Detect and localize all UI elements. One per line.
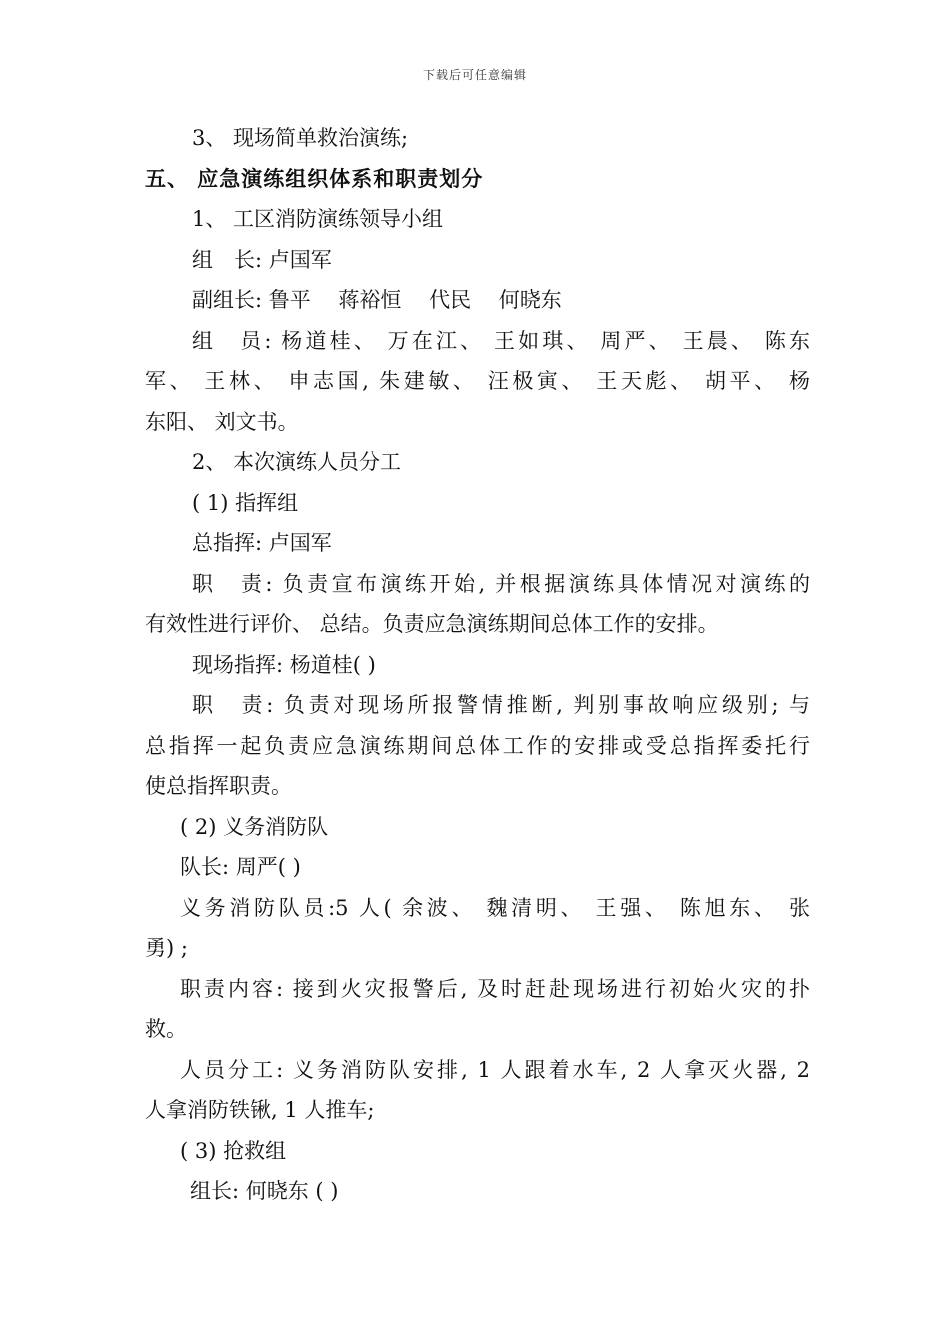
text-line: 3、 现场简单救治演练; — [192, 126, 409, 150]
text-line: 东阳、 刘文书。 — [145, 409, 299, 434]
page-header-note: 下载后可任意编辑 — [422, 68, 527, 82]
text-line: 职 责: 负责对现场所报警情推断, 判别事故响应级别; 与 — [192, 693, 810, 717]
text-line: 总指挥: 卢国军 — [192, 531, 332, 555]
text-line: 职 责: 负责宣布演练开始, 并根据演练具体情况对演练的 — [192, 571, 810, 596]
text-line: 2、 本次演练人员分工 — [192, 450, 402, 474]
text-line: 使总指挥职责。 — [145, 774, 292, 798]
text-line: ( 1) 指挥组 — [192, 490, 299, 515]
text-line: 人拿消防铁锹, 1 人推车; — [145, 1098, 375, 1122]
text-line: ( 2) 义务消防队 — [180, 814, 329, 839]
text-line: 组长: 何晓东 ( ) — [190, 1179, 339, 1203]
text-line: 副组长: 鲁平 蒋裕恒 代民 何晓东 — [192, 288, 562, 312]
text-line: 军、 王林、 申志国, 朱建敏、 汪极寅、 王天彪、 胡平、 杨 — [145, 369, 810, 393]
text-line: 职责内容: 接到火灾报警后, 及时赶赴现场进行初始火灾的扑 — [180, 976, 810, 1001]
text-line: 组 长: 卢国军 — [192, 247, 332, 272]
text-line: 有效性进行评价、 总结。负责应急演练期间总体工作的安排。 — [145, 612, 719, 636]
document-body — [145, 118, 810, 1212]
text-line: 现场指挥: 杨道桂( ) — [192, 652, 376, 677]
text-line: 队长: 周严( ) — [180, 855, 301, 879]
text-line: 总指挥一起负责应急演练期间总体工作的安排或受总指挥委托行 — [145, 733, 810, 758]
text-line: 义务消防队员:5 人( 余波、 魏清明、 王强、 陈旭东、 张 — [180, 895, 810, 920]
text-line: 人员分工: 义务消防队安排, 1 人跟着水车, 2 人拿灭火器, 2 — [180, 1057, 810, 1082]
text-line: 组 员: 杨道桂、 万在江、 王如琪、 周严、 王晨、 陈东 — [192, 328, 810, 353]
text-line: 救。 — [145, 1017, 187, 1041]
text-line: ( 3) 抢救组 — [180, 1138, 287, 1163]
text-line: 1、 工区消防演练领导小组 — [192, 207, 444, 231]
section-heading: 五、 应急演练组织体系和职责划分 — [145, 165, 484, 191]
text-line: 勇) ; — [145, 936, 188, 960]
